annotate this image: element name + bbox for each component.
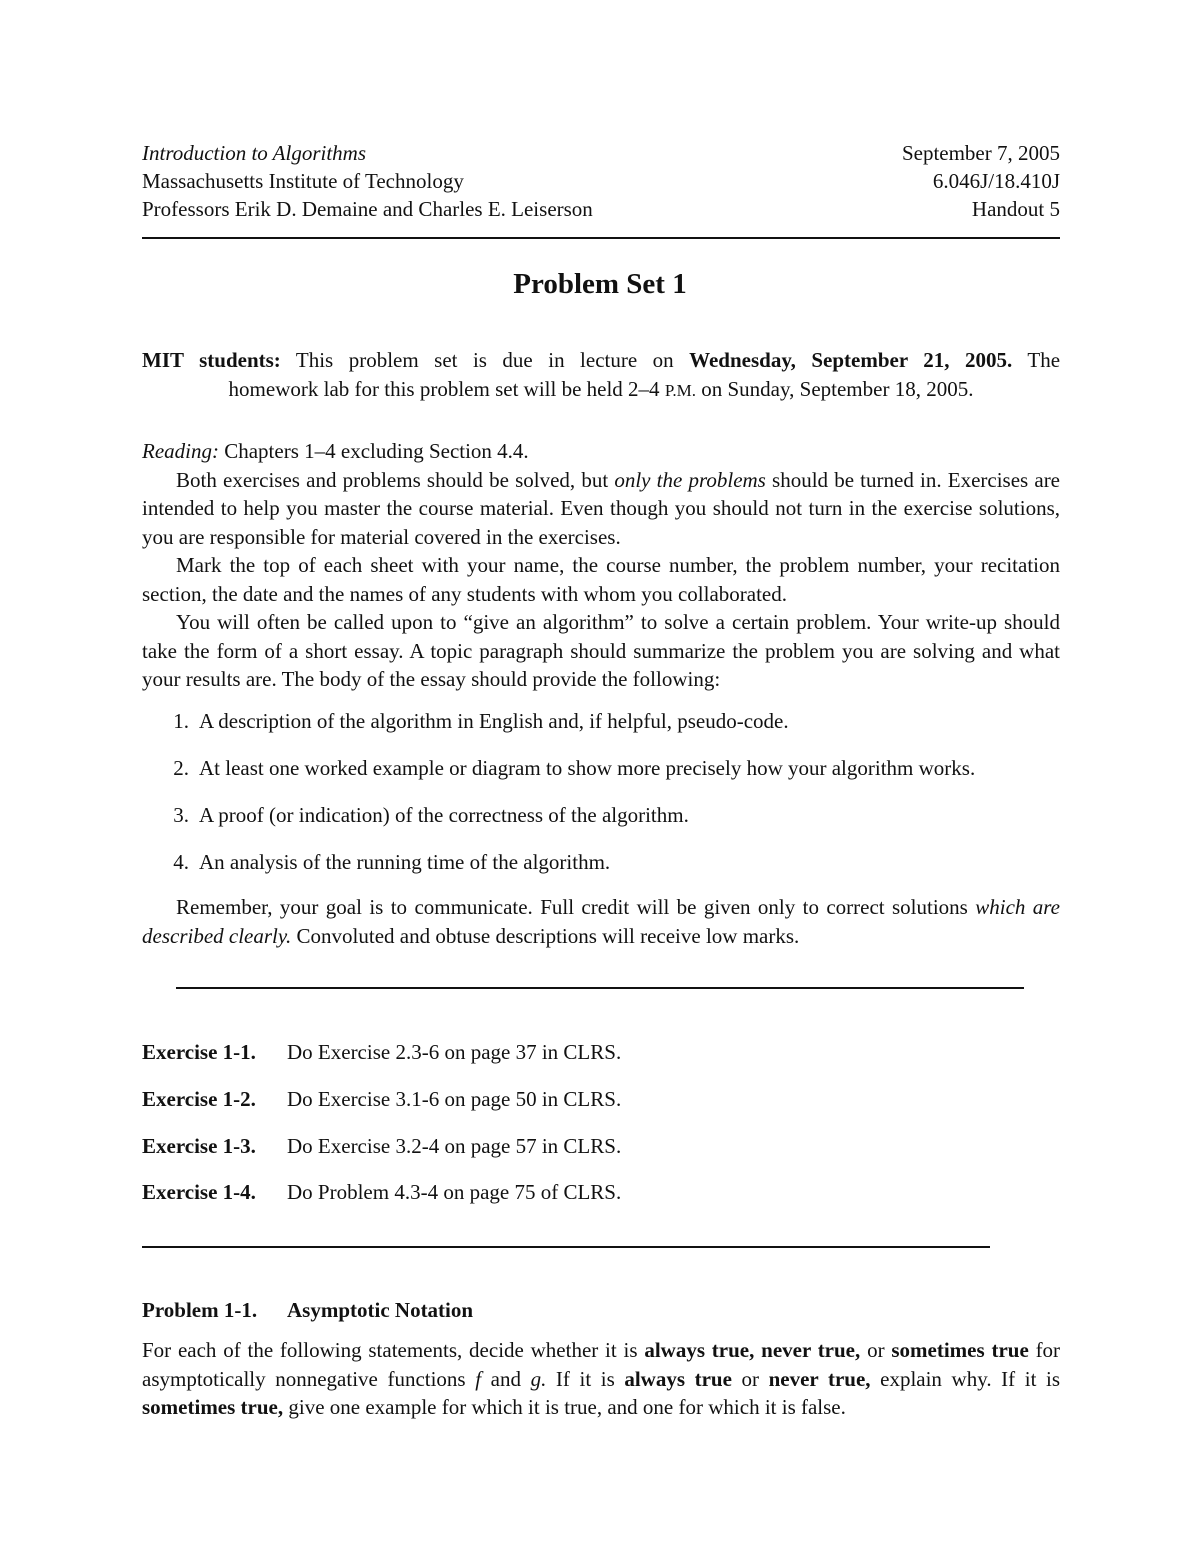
reading-line: [142, 437, 1060, 466]
exercise-item: [142, 1087, 1060, 1112]
handout-date: September 7, 2005: [901, 141, 1060, 165]
list-item: [142, 850, 1060, 875]
problem-t2: or: [867, 1338, 885, 1362]
professors: Professors Erik D. Demaine and Charles E. Leiserson: [142, 197, 593, 221]
header-row-2: [142, 167, 1060, 195]
list-item: [142, 756, 1060, 781]
para1-a: Both exercises and problems should be solved, but: [176, 467, 609, 492]
para4-em: which are described clearly.: [142, 895, 1061, 948]
exercise-label: Exercise 1-3.: [142, 1134, 256, 1158]
exercise-text: Do Exercise 3.2-4 on page 57 in CLRS.: [287, 1134, 622, 1158]
reading-text: Chapters 1–4 excluding Section 4.4.: [224, 439, 529, 463]
header-row-1: [142, 139, 1060, 167]
problem-t6: or: [741, 1366, 760, 1391]
exercise-label: Exercise 1-2.: [142, 1087, 256, 1111]
problem-b1: always true,: [644, 1338, 755, 1362]
due-line2-a: homework lab for this problem set will be held 2–4: [228, 376, 660, 401]
paragraph-3: You will often be called upon to “give an algorithm” to solve a certain problem. Your write-up should take the form of a short essay. A topic paragraph should summarize the problem you are solving and what your results are. The body of the essay should provide the following:: [142, 610, 1060, 691]
problem-t8: give one example for which it is true, and one for which it is false.: [288, 1395, 846, 1419]
problem-t3: for asymptotically nonnegative functions: [142, 1338, 1061, 1391]
section-rule-2: [142, 1246, 990, 1248]
list-item-number: 4.: [173, 850, 189, 874]
list-item-number: 2.: [173, 756, 189, 780]
problem-b2: never true,: [761, 1338, 861, 1362]
problem-heading: [142, 1298, 1060, 1323]
list-item-number: 1.: [173, 709, 189, 733]
problem-b4: always true: [624, 1366, 732, 1391]
exercise-text: Do Problem 4.3-4 on page 75 of CLRS.: [287, 1180, 622, 1204]
page-title: Problem Set 1: [513, 268, 687, 300]
problem-b6: sometimes true,: [142, 1395, 284, 1419]
list-item-text: An analysis of the running time of the algorithm.: [199, 850, 611, 874]
paragraph-4: [142, 893, 1060, 950]
exercise-label: Exercise 1-4.: [142, 1180, 256, 1204]
due-date: Wednesday, September 21, 2005.: [689, 348, 1013, 372]
paragraph-1: [142, 466, 1060, 552]
problem-t5: If it is: [555, 1366, 615, 1391]
para4-a: Remember, your goal is to communicate. Full credit will be given only to correct solutions: [176, 895, 968, 919]
course-title: Introduction to Algorithms: [142, 141, 367, 165]
para4-b: Convoluted and obtuse descriptions will receive low marks.: [296, 923, 800, 948]
institution: Massachusetts Institute of Technology: [142, 169, 464, 193]
problem-label: Problem 1-1.: [142, 1298, 258, 1322]
para1-b: should be turned in. Exercises are intended to help you master the course material. Even though you should not turn in the exercise solutions, you are responsible for material covered in the exercises.: [142, 467, 1061, 549]
para1-em: only the problems: [614, 467, 766, 492]
problem-b3: sometimes true: [891, 1338, 1029, 1362]
course-number: 6.046J/18.410J: [932, 169, 1060, 193]
instructions-block: [142, 437, 1060, 694]
paragraph-2: Mark the top of each sheet with your name, the course number, the problem number, your recitation section, the date and the names of any students with whom you collaborated.: [142, 553, 1060, 606]
problem-t1: For each of the following statements, decide whether it is: [142, 1338, 638, 1362]
due-line-1: [142, 346, 1060, 375]
math-g: g.: [530, 1366, 547, 1391]
due-line2-b: on Sunday, September 18, 2005.: [701, 376, 974, 401]
exercise-text: Do Exercise 2.3-6 on page 37 in CLRS.: [287, 1040, 622, 1064]
list-item: [142, 803, 1060, 828]
section-rule-1: [176, 987, 1024, 989]
problem-statement: [142, 1336, 1060, 1422]
exercise-text: Do Exercise 3.1-6 on page 50 in CLRS.: [287, 1087, 622, 1111]
list-item-number: 3.: [173, 803, 189, 827]
due-text-a: This problem set is due in lecture on: [295, 348, 674, 372]
list-item-text: At least one worked example or diagram to show more precisely how your algorithm works.: [199, 756, 976, 780]
due-label: MIT students:: [142, 348, 281, 372]
due-line-2: [142, 375, 1060, 406]
header-row-3: [142, 195, 1060, 223]
list-item-text: A description of the algorithm in English and, if helpful, pseudo-code.: [199, 709, 789, 733]
exercise-item: [142, 1134, 1060, 1159]
due-statement: [142, 346, 1060, 405]
list-item-text: A proof (or indication) of the correctness of the algorithm.: [199, 803, 689, 827]
problem-t7: explain why. If it is: [880, 1366, 1061, 1391]
header-rule: [142, 237, 1060, 239]
problem-name: Asymptotic Notation: [287, 1298, 474, 1322]
due-pm: P.M.: [664, 380, 696, 400]
exercise-item: [142, 1180, 1060, 1205]
handout-number: Handout 5: [971, 197, 1060, 221]
problem-t4: and: [490, 1366, 521, 1391]
problem-b5: never true,: [768, 1366, 871, 1391]
math-f: f: [475, 1366, 482, 1391]
exercise-label: Exercise 1-1.: [142, 1040, 256, 1064]
exercise-item: [142, 1040, 1060, 1065]
reading-label: Reading:: [142, 439, 219, 463]
due-text-b: The: [1027, 348, 1061, 372]
list-item: [142, 709, 1060, 734]
